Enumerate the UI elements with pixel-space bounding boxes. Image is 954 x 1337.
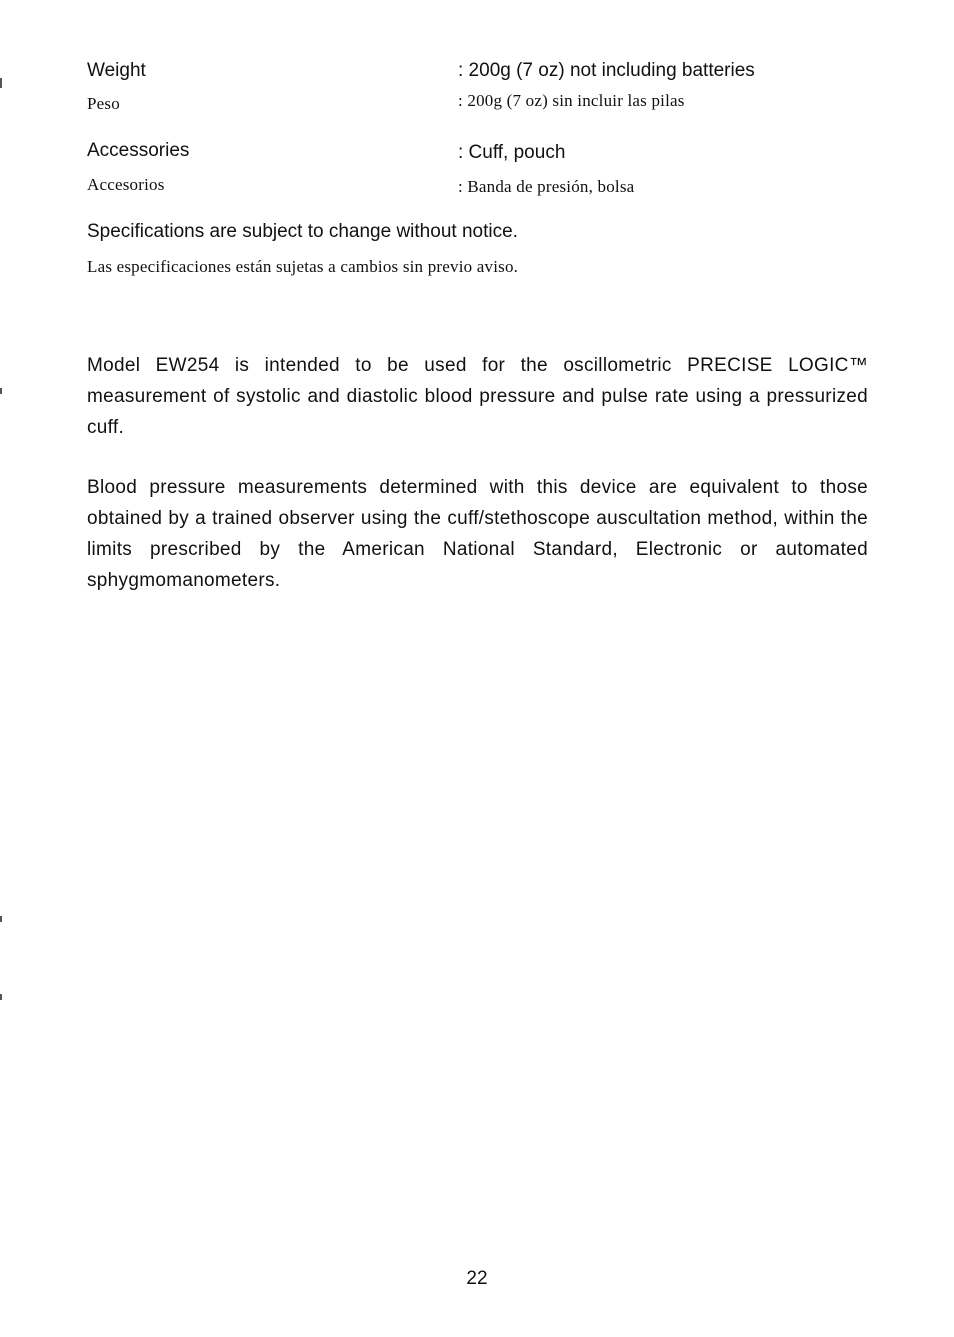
scan-edge-mark bbox=[0, 388, 2, 394]
accessories-value-en: : Cuff, pouch bbox=[458, 142, 566, 163]
accessories-value-es: : Banda de presión, bolsa bbox=[458, 177, 635, 196]
weight-value-es: : 200g (7 oz) sin incluir las pilas bbox=[458, 91, 685, 110]
weight-label-en: Weight bbox=[87, 60, 146, 81]
spec-notice-en: Specifications are subject to change without notice. bbox=[87, 221, 518, 242]
equivalence-paragraph: Blood pressure measurements determined with this device are equivalent to those obtained by a trained observer using the cuff/stethoscope auscultation method, within the limits prescribed by the American National Standard, Electronic or automated sphygmomanometers. bbox=[87, 477, 868, 591]
accessories-label-en: Accessories bbox=[87, 140, 190, 161]
scan-edge-mark bbox=[0, 916, 2, 922]
accessories-label-es: Accesorios bbox=[87, 175, 165, 194]
weight-label-es: Peso bbox=[87, 94, 120, 113]
spec-notice-es: Las especificaciones están sujetas a cambios sin previo aviso. bbox=[87, 257, 519, 276]
page-number: 22 bbox=[466, 1268, 488, 1289]
scan-edge-mark bbox=[0, 78, 2, 88]
scan-edge-mark bbox=[0, 994, 2, 1000]
weight-value-en: : 200g (7 oz) not including batteries bbox=[458, 60, 755, 81]
intended-use-paragraph: Model EW254 is intended to be used for the oscillometric PRECISE LOGIC™ measurement of systolic and diastolic blood pressure and pulse rate using a pressurized cuff. bbox=[87, 355, 868, 438]
